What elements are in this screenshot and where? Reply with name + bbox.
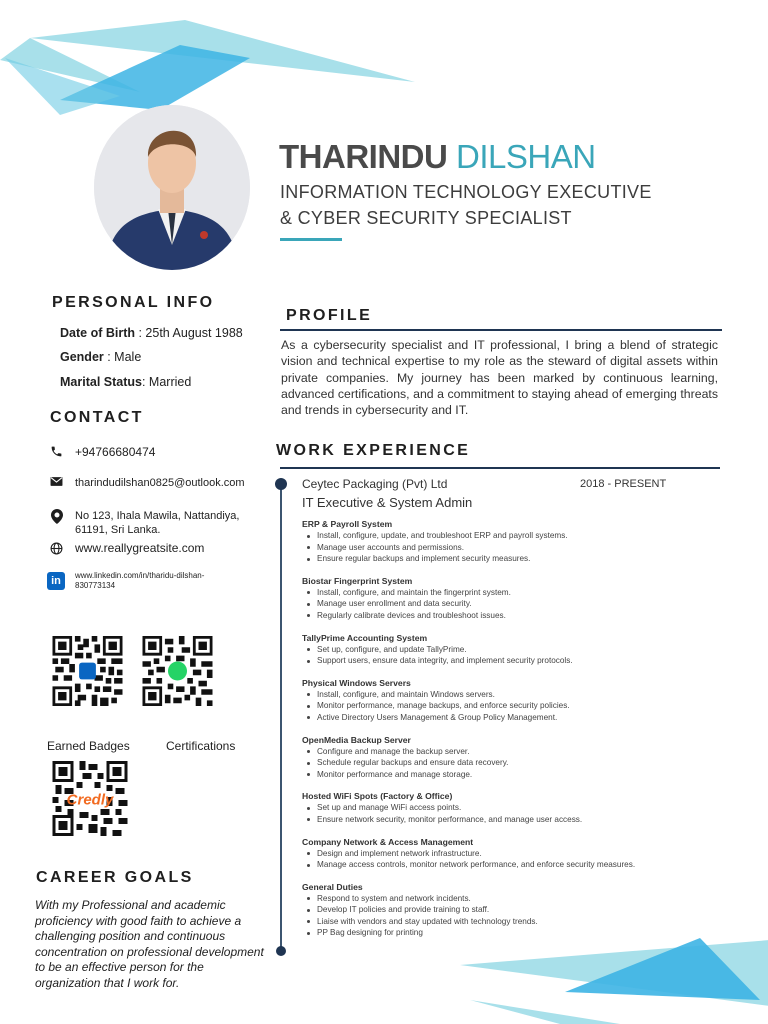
contact-heading: CONTACT xyxy=(50,409,144,426)
task-group-title: General Duties xyxy=(302,881,363,892)
task-item: Support users, ensure data integrity, and implement security protocols. xyxy=(302,655,722,667)
task-item: Manage user enrollment and data security. xyxy=(302,598,722,610)
task-group xyxy=(302,790,722,825)
task-group xyxy=(302,677,722,724)
certifications-label: Certifications xyxy=(166,739,236,753)
task-item: PP Bag designing for printing xyxy=(302,927,722,939)
task-item: Respond to system and network incidents. xyxy=(302,893,722,905)
location-pin-icon xyxy=(49,509,64,524)
task-item: Develop IT policies and provide training to staff. xyxy=(302,904,722,916)
profile-heading: PROFILE xyxy=(286,307,373,324)
address-line-2: 61191, Sri Lanka. xyxy=(75,524,161,536)
task-group xyxy=(302,575,722,622)
globe-icon xyxy=(49,541,64,556)
employment-period: 2018 - PRESENT xyxy=(580,478,667,490)
linkedin-line-2: 830773134 xyxy=(75,581,116,590)
task-group-title: Company Network & Access Management xyxy=(302,836,474,847)
linkedin-qr-code[interactable] xyxy=(50,636,125,706)
task-item: Configure and manage the backup server. xyxy=(302,746,722,758)
task-group-title: Biostar Fingerprint System xyxy=(302,575,413,586)
phone-icon xyxy=(49,444,64,459)
task-item: Set up, configure, and update TallyPrime. xyxy=(302,644,722,656)
credly-qr-code[interactable] xyxy=(50,761,130,836)
title-accent-bar xyxy=(280,238,342,241)
task-group xyxy=(302,518,722,565)
email-address[interactable]: tharindudilshan0825@outlook.com xyxy=(75,477,245,489)
first-name: THARINDU xyxy=(279,138,448,175)
work-experience-heading: WORK EXPERIENCE xyxy=(276,442,471,459)
mail-icon xyxy=(49,474,64,489)
full-name xyxy=(279,138,596,176)
marital-label: Marital Status xyxy=(60,375,142,389)
job-title-line-1: INFORMATION TECHNOLOGY EXECUTIVE xyxy=(280,182,652,202)
linkedin-link[interactable] xyxy=(75,571,204,591)
last-name: DILSHAN xyxy=(456,138,596,175)
dob-label: Date of Birth xyxy=(60,326,135,340)
timeline-line xyxy=(280,480,282,952)
task-group xyxy=(302,836,722,871)
website-link[interactable]: www.reallygreatsite.com xyxy=(75,541,205,555)
task-group-title: Hosted WiFi Spots (Factory & Office) xyxy=(302,791,453,802)
task-item: Set up and manage WiFi access points. xyxy=(302,802,722,814)
task-item: Ensure regular backups and implement security measures. xyxy=(302,553,722,565)
position-title: IT Executive & System Admin xyxy=(302,495,473,510)
task-item: Manage access controls, monitor network performance, and enforce security measures. xyxy=(302,859,722,871)
work-divider xyxy=(280,467,720,469)
task-item: Schedule regular backups and ensure data recovery. xyxy=(302,757,722,769)
personal-info-heading: PERSONAL INFO xyxy=(52,294,215,311)
earned-badges-label: Earned Badges xyxy=(47,739,130,753)
task-group xyxy=(302,734,722,781)
phone-number[interactable]: +94766680474 xyxy=(75,445,156,459)
linkedin-line-1: www.linkedin.com/in/tharidu-dilshan- xyxy=(75,571,205,580)
whatsapp-qr-code[interactable] xyxy=(140,636,215,706)
task-item: Ensure network security, monitor performance, and manage user access. xyxy=(302,814,722,826)
dob-value: : 25th August 1988 xyxy=(135,326,243,340)
job-title xyxy=(280,179,652,231)
task-item: Design and implement network infrastructure. xyxy=(302,848,722,860)
profile-text: As a cybersecurity specialist and IT professional, I bring a blend of strategic vision and technical expertise to my role as the steward of digital assets within private companies. My journey has been marked by continuous learning, advanced certifications, and a commitment to staying ahead of emerging threats and trends in cybersecurity and IT. xyxy=(281,338,718,418)
task-item: Manage user accounts and permissions. xyxy=(302,542,722,554)
marital-value: : Married xyxy=(141,375,192,389)
avatar xyxy=(94,105,250,270)
task-item: Install, configure, update, and troubleshoot ERP and payroll systems. xyxy=(302,530,722,542)
timeline-dot-bottom xyxy=(276,946,286,956)
gender-value: : Male xyxy=(103,350,142,364)
task-item: Liaise with vendors and stay updated with technology trends. xyxy=(302,916,722,928)
marital-row xyxy=(60,375,191,389)
career-goals-heading: CAREER GOALS xyxy=(36,869,194,886)
profile-photo xyxy=(94,105,250,270)
responsibilities xyxy=(302,518,722,949)
profile-divider xyxy=(280,329,722,331)
task-group-title: Physical Windows Servers xyxy=(302,677,411,688)
task-item: Monitor performance, manage backups, and enforce security policies. xyxy=(302,700,722,712)
career-goals-text: With my Professional and academic proficiency with good faith to achieve a challenging position and continuous concentration on professional development to be an effective person for the organization that I work for. xyxy=(35,898,264,990)
gender-label: Gender xyxy=(60,350,104,364)
task-item: Monitor performance and manage storage. xyxy=(302,769,722,781)
task-item: Install, configure, and maintain the fingerprint system. xyxy=(302,587,722,599)
address-line-1: No 123, Ihala Mawila, Nattandiya, xyxy=(75,510,240,522)
gender-row xyxy=(60,350,141,364)
credly-logo: Credly xyxy=(66,791,114,809)
task-item: Regularly calibrate devices and troubleshoot issues. xyxy=(302,610,722,622)
task-group-title: ERP & Payroll System xyxy=(302,519,393,529)
task-group-title: OpenMedia Backup Server xyxy=(302,734,411,745)
job-title-line-2: & CYBER SECURITY SPECIALIST xyxy=(280,208,572,228)
dob-row xyxy=(60,326,243,340)
address xyxy=(75,509,239,537)
task-item: Active Directory Users Management & Group Policy Management. xyxy=(302,712,722,724)
task-item: Install, configure, and maintain Windows servers. xyxy=(302,689,722,701)
company-name: Ceytec Packaging (Pvt) Ltd xyxy=(302,477,448,491)
task-group-title: TallyPrime Accounting System xyxy=(302,632,428,643)
task-group xyxy=(302,881,722,939)
task-group xyxy=(302,632,722,667)
linkedin-icon: in xyxy=(47,572,65,590)
timeline-dot-top xyxy=(275,478,287,490)
